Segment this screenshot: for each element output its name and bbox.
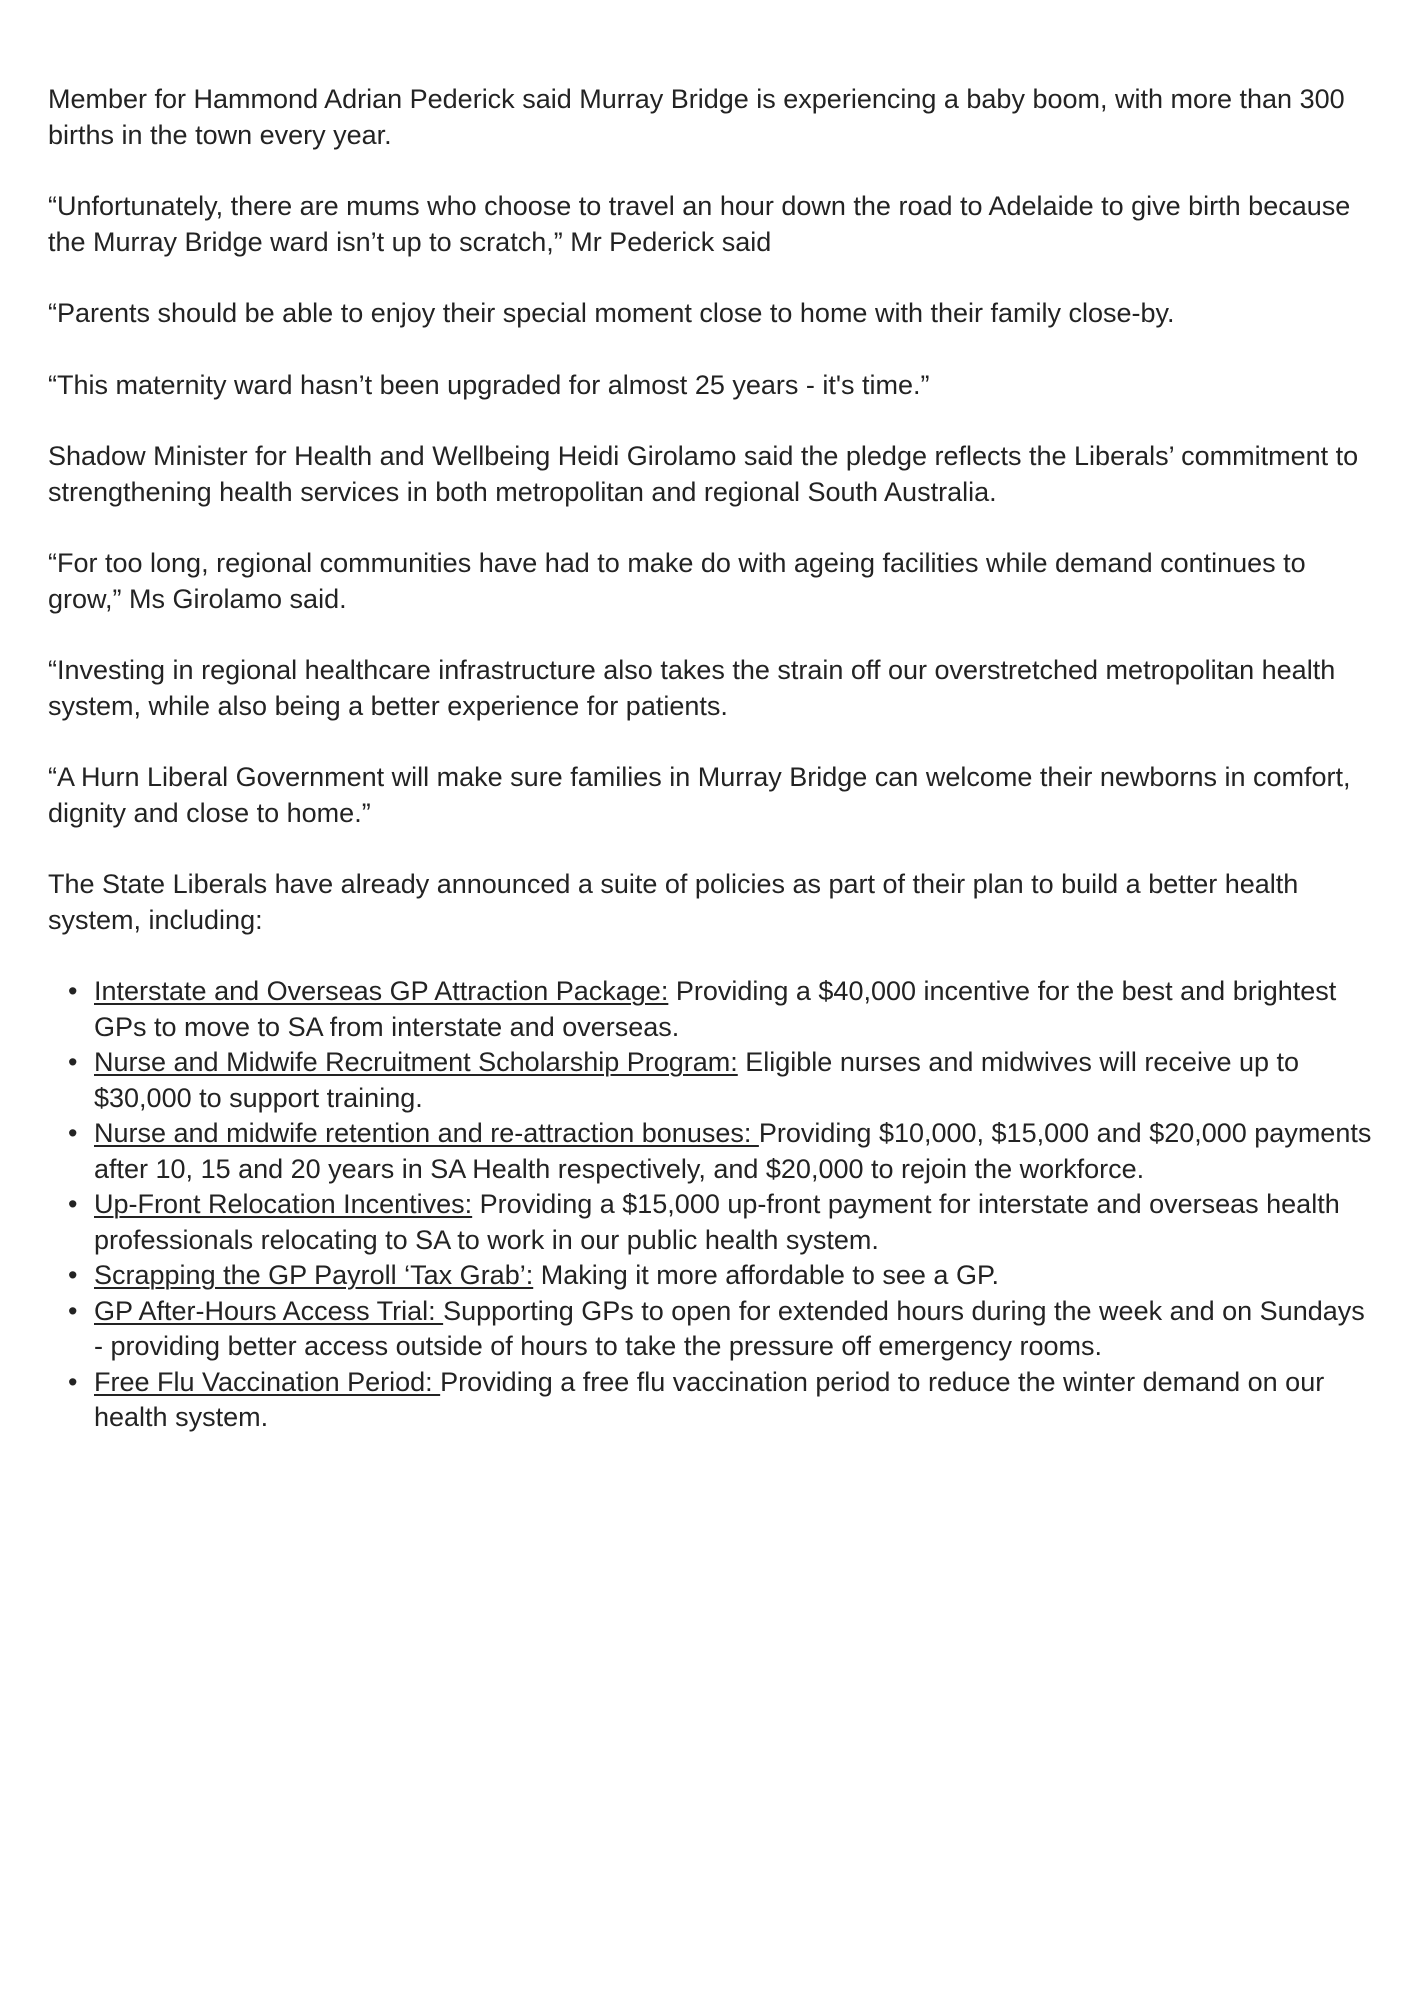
list-item [48, 1258, 1378, 1294]
paragraph: “This maternity ward hasn’t been upgraded for almost 25 years - it's time.” [48, 369, 930, 400]
policy-label: Up-Front Relocation Incentives: [94, 1189, 473, 1219]
bullet-icon: • [68, 976, 78, 1006]
policy-text: Providing $10,000, $15,000 and $20,000 payments after 10, 15 and 20 years in SA Health respectively, and $20,000 to rejoin the workforce. [94, 1118, 1372, 1184]
policy-label: Nurse and midwife retention and re-attraction bonuses: [94, 1118, 759, 1148]
paragraph: Shadow Minister for Health and Wellbeing Heidi Girolamo said the pledge reflects the Liberals’ commitment to strengthening health services in both metropolitan and regional South Australia. [48, 441, 1359, 507]
paragraph: The State Liberals have already announced a suite of policies as part of their plan to build a better health system, including: [48, 869, 1299, 935]
bullet-icon: • [68, 1295, 78, 1326]
list-item [48, 974, 1378, 1045]
paragraph: “Parents should be able to enjoy their special moment close to home with their family close-by. [48, 298, 1175, 328]
policy-text: Providing a free flu vaccination period to reduce the winter demand on our health system. [94, 1366, 1325, 1432]
bullet-icon: • [68, 1260, 78, 1290]
policy-label: Nurse and Midwife Recruitment Scholarship Program: [94, 1047, 738, 1077]
paragraph: Member for Hammond Adrian Pederick said Murray Bridge is experiencing a baby boom, with more than 300 births in the town every year. [48, 84, 1345, 150]
list-item [48, 1045, 1378, 1116]
policy-text: Eligible nurses and midwives will receive up to $30,000 to support training. [94, 1047, 1300, 1113]
policy-label: Free Flu Vaccination Period: [94, 1366, 441, 1397]
policy-list [48, 974, 1378, 1436]
policy-text: Providing a $40,000 incentive for the best and brightest GPs to move to SA from interstate and overseas. [94, 976, 1337, 1042]
policy-label: Scrapping the GP Payroll ‘Tax Grab’: [94, 1260, 534, 1290]
bullet-icon: • [68, 1047, 78, 1077]
paragraph: “A Hurn Liberal Government will make sure families in Murray Bridge can welcome their newborns in comfort, dignity and close to home.” [48, 762, 1351, 828]
list-item [48, 1294, 1378, 1365]
policy-text: Making it more affordable to see a GP. [533, 1260, 999, 1290]
list-item [48, 1187, 1378, 1258]
policy-text: Providing a $15,000 up-front payment for interstate and overseas health professionals relocating to SA to work in our public health system. [94, 1189, 1340, 1255]
policy-label: GP After-Hours Access Trial: [94, 1295, 444, 1326]
list-item [48, 1116, 1378, 1187]
bullet-icon: • [68, 1366, 78, 1397]
policy-text: Supporting GPs to open for extended hours during the week and on Sundays - providing better access outside of hours to take the pressure off emergency rooms. [94, 1295, 1365, 1361]
paragraph: “Unfortunately, there are mums who choose to travel an hour down the road to Adelaide to give birth because the Murray Bridge ward isn’t up to scratch,” Mr Pederick said [48, 191, 1351, 257]
paragraph: “For too long, regional communities have had to make do with ageing facilities while demand continues to grow,” Ms Girolamo said. [48, 548, 1306, 614]
list-item [48, 1365, 1378, 1436]
bullet-icon: • [68, 1118, 78, 1148]
paragraph: “Investing in regional healthcare infrastructure also takes the strain off our overstretched metropolitan health system, while also being a better experience for patients. [48, 655, 1336, 721]
bullet-icon: • [68, 1189, 78, 1219]
policy-label: Interstate and Overseas GP Attraction Package: [94, 976, 669, 1006]
